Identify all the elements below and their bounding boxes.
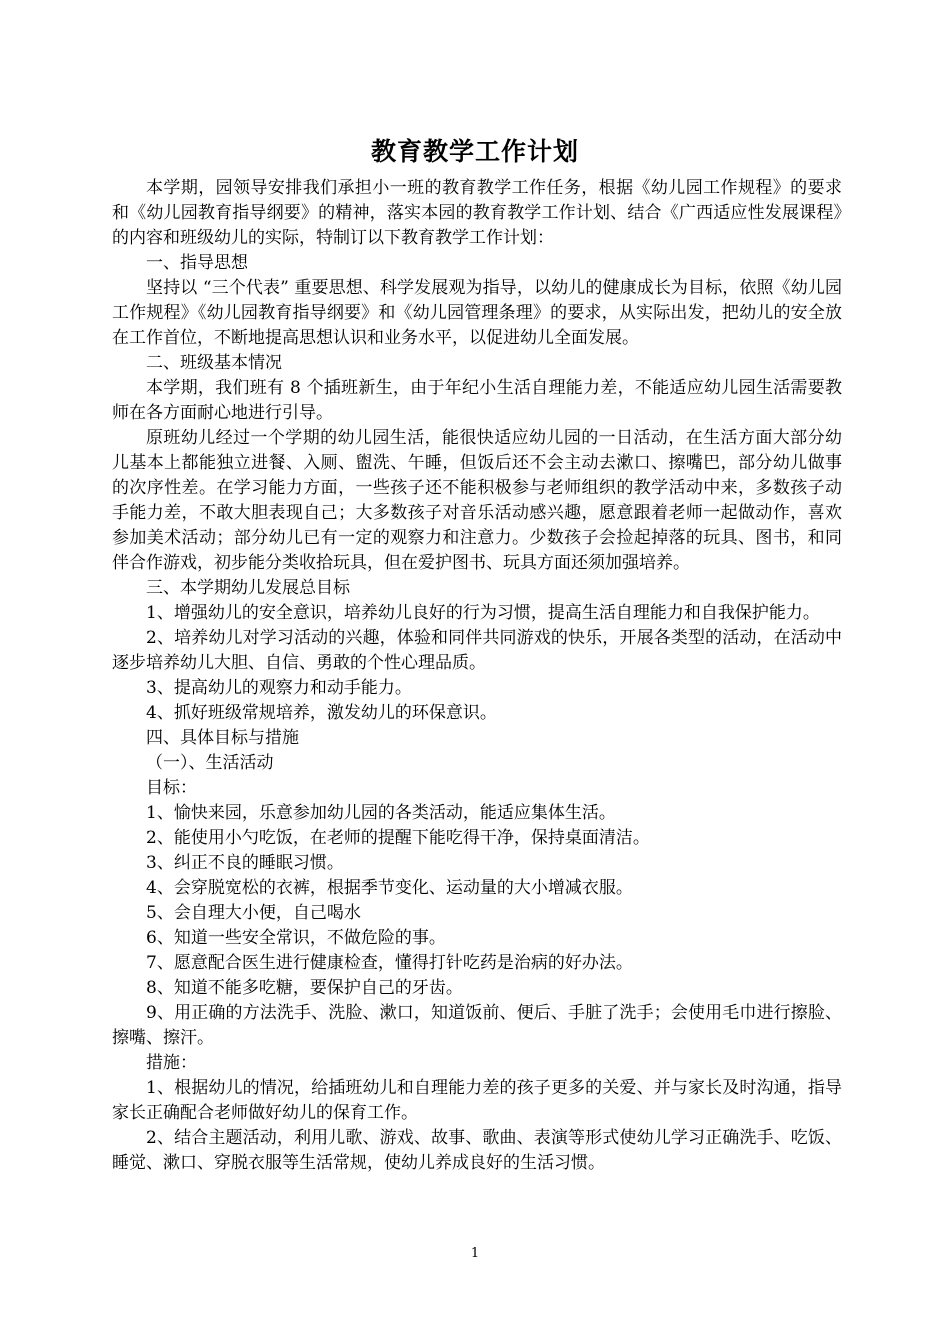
list-item: 7、愿意配合医生进行健康检查，懂得打针吃药是治病的好办法。 (146, 953, 633, 973)
paragraph: 原班幼儿经过一个学期的幼儿园生活，能很快适应幼儿园的一日活动，在生活方面大部分幼儿基本上都能独立进餐、入厕、盥洗、午睡，但饭后还不会主动去漱口、擦嘴巴，部分幼儿做事的次序性差。在学习能力方面，一些孩子还不能积极参与老师组织的教学活动中来，多数孩子动手能力差，不敢大胆表现自己；大多数孩子对音乐活动感兴趣，愿意跟着老师一起做动作，喜欢参加美术活动；部分幼儿已有一定的观察力和注意力。少数孩子会捡起掉落的玩具、图书，和同伴合作游戏，初步能分类收拾玩具，但在爱护图书、玩具方面还须加强培养。 (112, 428, 842, 573)
list-item: 9、用正确的方法洗手、洗脸、漱口，知道饭前、便后、手脏了洗手；会使用毛巾进行擦脸、擦嘴、擦汗。 (112, 1003, 842, 1048)
subheading-measures: 措施： (146, 1053, 197, 1073)
list-item: 1、根据幼儿的情况，给插班幼儿和自理能力差的孩子更多的关爱、并与家长及时沟通，指导家长正确配合老师做好幼儿的保育工作。 (112, 1078, 842, 1123)
list-item: 3、纠正不良的睡眠习惯。 (146, 853, 344, 873)
paragraph: 坚持以 “三个代表” 重要思想、科学发展观为指导，以幼儿的健康成长为目标，依照《幼儿园工作规程》《幼儿园教育指导纲要》和《幼儿园管理条理》的要求，从实际出发，把幼儿的安全放在工作首位，不断地提高思想认识和业务水平，以促进幼儿全面发展。 (112, 278, 842, 348)
list-item: 3、提高幼儿的观察力和动手能力。 (146, 678, 412, 698)
document-title: 教育教学工作计划 (370, 137, 579, 166)
list-item: 2、培养幼儿对学习活动的兴趣，体验和同伴共同游戏的快乐，开展各类型的活动，在活动中逐步培养幼儿大胆、自信、勇敢的个性心理品质。 (112, 628, 842, 673)
section-heading: 二、班级基本情况 (146, 353, 282, 373)
list-item: 2、能使用小勺吃饭，在老师的提醒下能吃得干净，保持桌面清洁。 (146, 828, 650, 848)
subheading-goals: 目标： (146, 778, 197, 798)
document-body (112, 176, 842, 1176)
list-item: 6、知道一些安全常识，不做危险的事。 (146, 928, 446, 948)
list-item: 1、增强幼儿的安全意识，培养幼儿良好的行为习惯，提高生活自理能力和自我保护能力。 (146, 603, 820, 623)
list-item: 4、会穿脱宽松的衣裤，根据季节变化、运动量的大小增减衣服。 (146, 878, 633, 898)
list-item: 1、愉快来园，乐意参加幼儿园的各类活动，能适应集体生活。 (146, 803, 616, 823)
section-heading: 四、具体目标与措施 (146, 728, 299, 748)
paragraph: 本学期，我们班有 8 个插班新生，由于年纪小生活自理能力差，不能适应幼儿园生活需要教师在各方面耐心地进行引导。 (112, 378, 842, 423)
paragraph-intro: 本学期，园领导安排我们承担小一班的教育教学工作任务，根据《幼儿园工作规程》的要求和《幼儿园教育指导纲要》的精神，落实本园的教育教学工作计划、结合《广西适应性发展课程》的内容和班级幼儿的实际，特制订以下教育教学工作计划： (112, 178, 842, 248)
section-heading: 一、指导思想 (146, 253, 248, 273)
page-number: 1 (470, 1246, 480, 1261)
list-item: 8、知道不能多吃糖，要保护自己的牙齿。 (146, 978, 463, 998)
list-item: 5、会自理大小便，自己喝水 (146, 903, 361, 923)
section-heading: 三、本学期幼儿发展总目标 (146, 578, 350, 598)
list-item: 2、结合主题活动，利用儿歌、游戏、故事、歌曲、表演等形式使幼儿学习正确洗手、吃饭、睡觉、漱口、穿脱衣服等生活常规，使幼儿养成良好的生活习惯。 (112, 1128, 842, 1173)
list-item: 4、抓好班级常规培养，激发幼儿的环保意识。 (146, 703, 497, 723)
subsection-heading: （一）、生活活动 (146, 753, 274, 773)
